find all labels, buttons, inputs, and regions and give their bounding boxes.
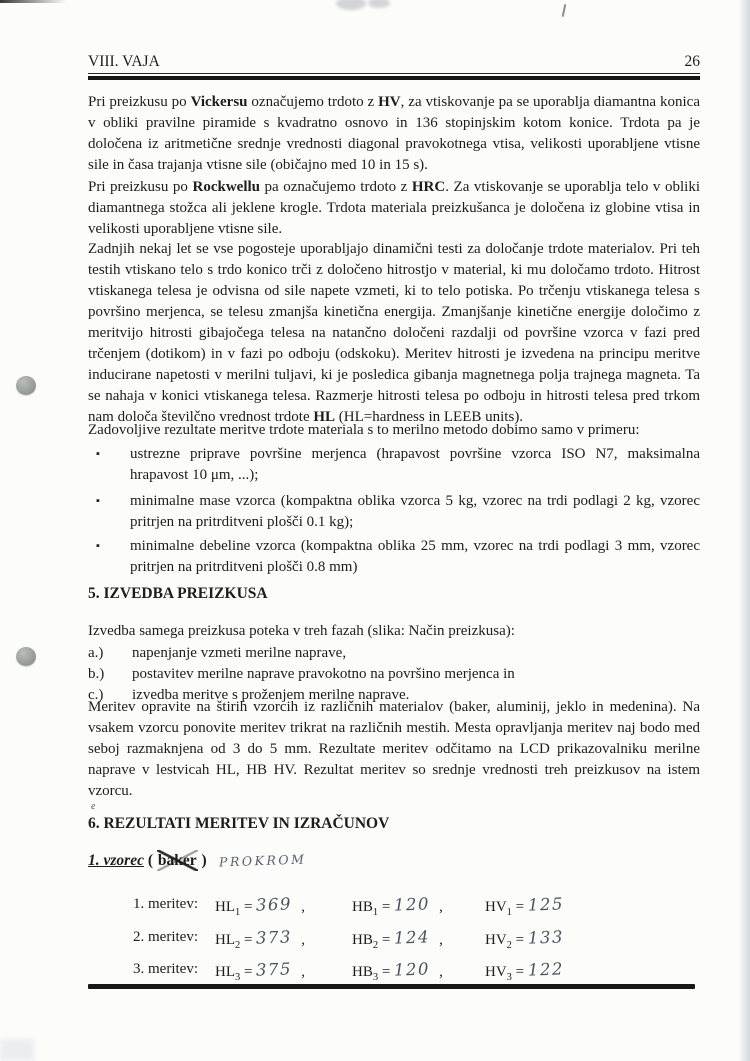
hb-measurement: $HB_1 = 120$ , [352,894,443,918]
hl-measurement: $HL_1 = 369$ , [215,894,305,918]
phase-item-a [88,643,700,664]
scale-subscript: 2 [235,940,241,951]
punch-hole-shadow [16,376,36,395]
crossed-out-material: baker [157,852,197,869]
bullet-icon: ▪ [96,540,100,552]
page-header [88,53,700,71]
handwritten-value: 133 [527,927,565,948]
paren-close: ) [201,852,207,869]
list-marker: a.) [88,645,104,661]
hl-measurement: $HL_3 = 375$ , [215,959,305,983]
hv-measurement: $HV_3 = 122$ [485,959,565,983]
stray-pen-mark [562,4,567,17]
paragraph-rockwell: Pri preizkusu po Rockwellu pa označujemo trdoto z HRC. Za vtiskovanje se uporablja telo v obliki diamantnega stožca ali jeklene krogle. Trdota materiala preizkušanca je določena iz globine vtisa in velikosti uporabljene vtisne sile. [88,179,700,237]
measurement-row-3 [88,961,700,985]
list-marker: b.) [88,666,105,682]
bullet-text: ustrezne priprave površine merjenca (hrapavost površine vzorca ISO N7, maksimalna hrapavost 10 μm, ...); [130,446,700,483]
scan-smudge [368,0,390,8]
handwritten-value: 375 [255,959,293,980]
handwritten-value: 373 [255,927,293,948]
handwritten-annotation: e [90,800,97,813]
bullet-item-surface [88,444,700,486]
hb-measurement: $HB_2 = 124$ , [352,927,443,951]
handwritten-value: 369 [255,894,293,915]
row-label: 2. meritev: [133,929,198,945]
phase-text: izvedba meritve s proženjem merilne naprave. [132,687,410,703]
hl-measurement: $HL_2 = 373$ , [215,927,305,951]
scale-subscript: 3 [372,972,379,983]
scale-subscript: 1 [506,907,512,918]
header-title: VIII. VAJA [88,53,160,70]
footer-rule [88,984,695,989]
scale-subscript: 3 [235,972,241,983]
scale-subscript: 2 [372,940,379,951]
section-5-intro: Izvedba samega preizkusa poteka v treh fazah (slika: Način preizkusa): [88,623,515,639]
phase-text: napenjanje vzmeti merilne naprave, [132,645,347,661]
measurement-row-2 [88,929,700,953]
section-5-title: 5. IZVEDBA PREIZKUSA [88,585,268,602]
scale-subscript: 1 [372,907,379,918]
bullet-item-thickness [88,536,700,578]
section-6-title: 6. REZULTATI MERITEV IN IZRAČUNOV [88,815,390,832]
phase-item-b [88,664,700,685]
scale-subscript: 1 [235,907,241,918]
handwritten-value: 124 [393,927,431,948]
sample-1-heading [88,850,700,871]
scan-smudge [336,0,366,10]
hv-measurement: $HV_2 = 133$ [485,927,565,951]
bullet-icon: ▪ [96,448,100,460]
page-number: 26 [684,53,700,70]
handwritten-value: 120 [393,959,431,980]
bullet-item-mass [88,491,700,533]
measurement-row-1 [88,896,700,920]
row-label: 3. meritev: [133,961,198,977]
punch-hole-shadow [16,647,36,666]
bullet-text: minimalne mase vzorca (kompaktna oblika vzorca 5 kg, vzorec na trdi podlagi 2 kg, vzorec pritrjen na pritrditveni plošči 0.1 kg); [130,493,700,530]
header-rule-thin [88,73,700,74]
hv-measurement: $HV_1 = 125$ [485,894,565,918]
handwritten-value: 122 [527,959,565,980]
scan-edge-shadow [738,0,750,1061]
scale-subscript: 3 [506,972,512,983]
sample-number: 1. vzorec [88,852,144,869]
bullet-text: minimalne debeline vzorca (kompaktna oblika 25 mm, vzorec na trdi podlagi 3 mm, vzorec pritrjen na pritrditveni plošči 0.8 mm) [130,538,700,575]
hb-measurement: $HB_3 = 120$ , [352,959,443,983]
paragraph-measurement-instructions: Meritev opravite na štirih vzorcih iz različnih materialov (baker, aluminij, jeklo in medenina). Na vsakem vzorcu ponovite meritev trikrat na različnih mestih. Mesta opravljanja meritev naj bodo med seboj razmaknjena od 3 do 5 mm. Rezultate meritev odčitamo na LCD prikazovalniku merilne naprave v lestvicah HL, HB HV. Rezultat meritev so srednje vrednosti treh preizkusov na istem vzorcu. [88,699,700,799]
scale-subscript: 2 [506,940,512,951]
phase-text: postavitev merilne naprave pravokotno na površino merjenca in [132,666,515,682]
handwritten-value: 120 [393,894,431,915]
paragraph-vickers: Pri preizkusu po Vickersu označujemo trdoto z HV, za vtiskovanje pa se uporablja diamantna konica v obliki pravilne piramide s kvadratno osnovo in 136 stopinjskim kotom konice. Trdota pa je določena iz aritmetične srednje vrednosti diagonal pravokotnega vtisa, velikosti uporabljene vtisne sile in časa trajanja vtisne sile (običajno med 10 in 15 s). [88,94,700,173]
paren-open: ( [147,852,153,869]
bullet-icon: ▪ [96,495,100,507]
list-marker: c.) [88,687,104,703]
paragraph-dynamic-tests: Zadnjih nekaj let se vse pogosteje uporabljajo dinamični testi za določanje trdote materialov. Pri teh testih vtiskano telo s trdo konico trči z določeno hitrostjo v material, ki mu določamo trdoto. Hitrost vtiskanega telesa je odvisna od sile napete vzmeti, ki to telo potiska. Po trčenju vtiskanega telesa s površino merjenca, se telesu zmanjša kinetična energija. Zmanjšanje kinetične energije določimo z meritvijo hitrosti gibajočega telesa na natančno določeni razdalji od površine vzorca v fazi pred trčenjem (dotikom) in v fazi po odboju (odskoku). Meritev hitrosti je izvedena na principu meritve inducirane napetosti v merilni tuljavi, ki je posledica gibanja magnetnega polja trajnega magneta. Ta se nahaja v konici vtiskanega telesa. Razmerje hitrosti telesa po odboju in hitrosti telesa pred trkom nam določa številčno vrednost trdote HL (HL=hardness in LEEB units). [88,241,700,425]
handwritten-value: 125 [527,894,565,915]
scan-edge-artifact [0,0,66,3]
handwritten-material-name: PROKROM [218,851,307,870]
row-label: 1. meritev: [133,896,198,912]
scan-corner-tint [0,1039,34,1061]
paragraph-conditions-intro: Zadovoljive rezultate meritve trdote materiala s to merilno metodo dobimo samo v primeru: [88,422,640,438]
header-rule-thick [88,76,700,80]
